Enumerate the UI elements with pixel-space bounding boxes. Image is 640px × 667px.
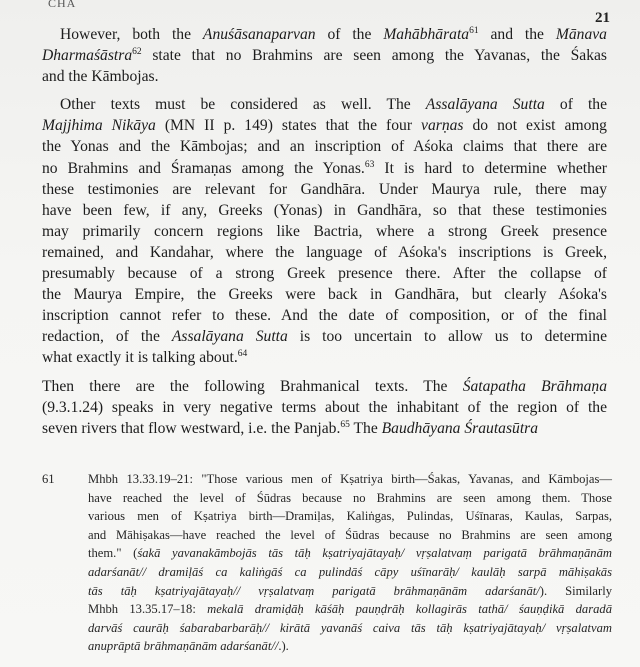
text-line: have been few, if any, Greeks (Yonas) in Gandhāra, so that these testimonies — [42, 201, 607, 219]
text-line: Other texts must be considered as well. The Assalāyana Sutta of the — [60, 96, 608, 114]
text-line: these testimonies are relevant for Gandhāra. Under Maurya rule, there may — [42, 180, 607, 198]
text-line: Majjhima Nikāya (MN II p. 149) states that the four varṇas do not exist among — [42, 117, 607, 135]
paragraph — [42, 94, 607, 368]
footnote-61 — [42, 470, 612, 656]
text-line: what exactly it is talking about.$^{64}$ — [42, 349, 248, 367]
page-number: 21 — [595, 10, 610, 26]
text-line: may primarily concern regions like Bactria, where a strong Greek presence — [42, 222, 607, 240]
text-line: (9.3.1.24) speaks in very negative terms about the inhabitant of the region of the — [42, 398, 607, 416]
running-head: CHA — [48, 0, 77, 10]
paragraph — [42, 24, 607, 87]
text-line: However, both the Anuśāsanaparvan of the Mahābhārata$^{61}$ and the Mānava — [60, 25, 607, 43]
paragraph-gap — [42, 369, 607, 376]
text-line: Then there are the following Brahmanical texts. The Śatapatha Brāhmaṇa — [42, 377, 607, 395]
footnote-text — [88, 470, 612, 656]
footnote-line: Mhbh 13.33.19–21: "Those various men of Kṣatriya birth—Śakas, Yavanas, and Kāmbojas— — [88, 472, 612, 486]
footnote-line: them." (śakā yavanakāmbojās tās tāḥ kṣatriyajātayaḥ/ vṛṣalatvaṃ parigatā brāhmaṇānām — [88, 546, 612, 561]
footnote-line: Mhbh 13.35.17–18: mekalā dramiḍāḥ kāśāḥ pauṇḍrāḥ kollagirās tathā/ śauṇḍikā daradā — [88, 602, 612, 617]
text-line: inscription cannot refer to these. And the date of composition, or of the final — [42, 307, 607, 325]
text-line: remained, and Kandahar, where the language of Aśoka's inscriptions is Greek, — [42, 243, 607, 261]
text-line: presumably because of a strong Greek presence there. After the collapse of — [42, 265, 607, 283]
footnote-line: adarśanāt// dramiḷāś ca kaliṅgāś ca pulindāś cāpy uśīnarāḥ/ kaulāḥ sarpā māhiṣakās — [88, 564, 612, 579]
text-line: Dharmaśāstra$^{62}$ state that no Brahmins are seen among the Yavanas, the Śakas — [42, 46, 607, 65]
footnote-line: tās tāḥ kṣatriyajātayaḥ// vṛṣalatvaṃ parigatā brāhmaṇānām adarśanāt/). Similarly — [88, 583, 613, 598]
footnote-line: anuprāptā brāhmaṇānām adarśanāt//.). — [88, 639, 289, 654]
text-line: the Yonas and the Kāmbojas; and an inscription of Aśoka claims that there are — [42, 138, 607, 156]
footnote-line: darvāś caurāḥ śabarabarbarāḥ// kirātā yavanāś caiva tās tāḥ kṣatriyajātayaḥ/ vṛṣalatvam — [88, 620, 612, 635]
footnote-line: have reached the level of Śūdras because no Brahmins are seen among them. Those — [88, 490, 612, 505]
footnote-line: and Māhiṣakas—have reached the level of Śūdras because no Brahmins are seen among — [88, 527, 612, 542]
text-line: and the Kāmbojas. — [42, 68, 159, 86]
text-line: redaction, of the Assalāyana Sutta is too uncertain to allow us to determine — [42, 328, 607, 346]
text-line: no Brahmins and Śramaṇas among the Yonas.$^{63}$ It is hard to determine whether — [42, 159, 607, 177]
text-line: the Maurya Empire, the Greeks were back in Gandhāra, but clearly Aśoka's — [42, 286, 607, 304]
paragraph — [42, 376, 607, 439]
footnote-number: 61 — [42, 472, 55, 486]
paragraph-gap — [42, 87, 607, 94]
text-line: seven rivers that flow westward, i.e. the Panjab.$^{65}$ The Baudhāyana Śrautasūtra — [42, 419, 539, 437]
body-text — [42, 24, 607, 439]
footnote-line: various men of Kṣatriya birth—Dramiḷas, Kaliṅgas, Pulindas, Uśīnaras, Kaulas, Sarpas, — [88, 509, 612, 524]
